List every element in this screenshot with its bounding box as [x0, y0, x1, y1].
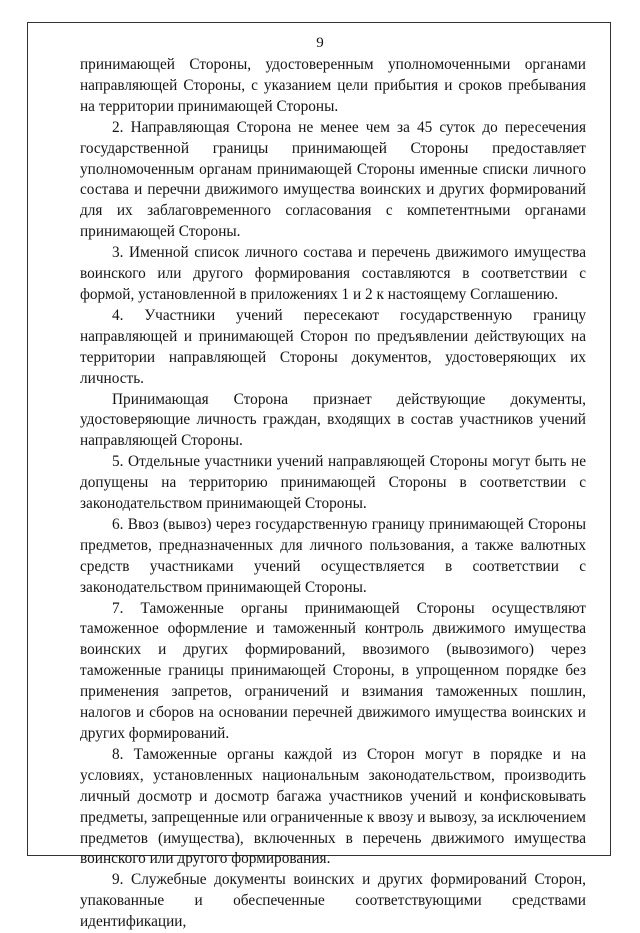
paragraph-3: 3. Именной список личного состава и перечень движимого имущества воинского или другого формирования составляются в соответствии с формой, установленной в приложениях 1 и 2 к настоящему Соглашению. — [80, 244, 586, 303]
paragraph-1-continuation: принимающей Стороны, удостоверенным уполномоченными органами направляющей Стороны, с указанием цели прибытия и сроков пребывания на территории принимающей Стороны. — [80, 56, 586, 115]
paragraph-5: 5. Отдельные участники учений направляющей Стороны могут быть не допущены на территорию принимающей Стороны в соответствии с законодательством принимающей Стороны. — [80, 453, 586, 513]
paragraph-4-second: Принимающая Сторона признает действующие документы, удостоверяющие личность граждан, входящих в состав участников учений направляющей Стороны. — [80, 390, 586, 450]
paragraph-6: 6. Ввоз (вывоз) через государственную границу принимающей Стороны предметов, предназначенных для личного пользования, а также валютных средств участниками учений осуществляется в соответствии с законодательством принимающей Стороны. — [80, 515, 586, 596]
paragraph-7: 7. Таможенные органы принимающей Стороны осуществляют таможенное оформление и таможенный контроль движимого имущества воинских и других формирований, ввозимого (вывозимого) через таможенные границы принимающей Стороны, в упрощенном порядке без применения запретов, ограничений и взимания таможенных пошлин, налогов и сборов на основании перечней движимого имущества воинских и других формирований. — [80, 599, 586, 742]
paragraph-9: 9. Служебные документы воинских и других формирований Сторон, упакованные и обеспеченные соответствующими средствами идентификации, — [80, 871, 586, 931]
paragraph-8: 8. Таможенные органы каждой из Сторон могут в порядке и на условиях, установленных национальным законодательством, производить личный досмотр и досмотр багажа участников учений и конфисковывать предметы, запрещенные или ограниченные к ввозу и вывозу, за исключением предметов (имущества), включенных в перечень движимого имущества воинского или другого формирования. — [80, 745, 586, 868]
document-body — [80, 55, 586, 933]
paragraph-2: 2. Направляющая Сторона не менее чем за 45 суток до пересечения государственной границы принимающей Стороны предоставляет уполномоченным органам принимающей Стороны именные списки личного состава и перечни движимого имущества воинских и других формирований для их заблаговременного согласования с компетентными органами принимающей Стороны. — [80, 118, 586, 241]
page-number: 9 — [316, 35, 324, 51]
paragraph-4: 4. Участники учений пересекают государственную границу направляющей и принимающей Сторон по предъявлении действующих на территории направляющей Стороны документов, удостоверяющих их личность. — [80, 306, 586, 387]
